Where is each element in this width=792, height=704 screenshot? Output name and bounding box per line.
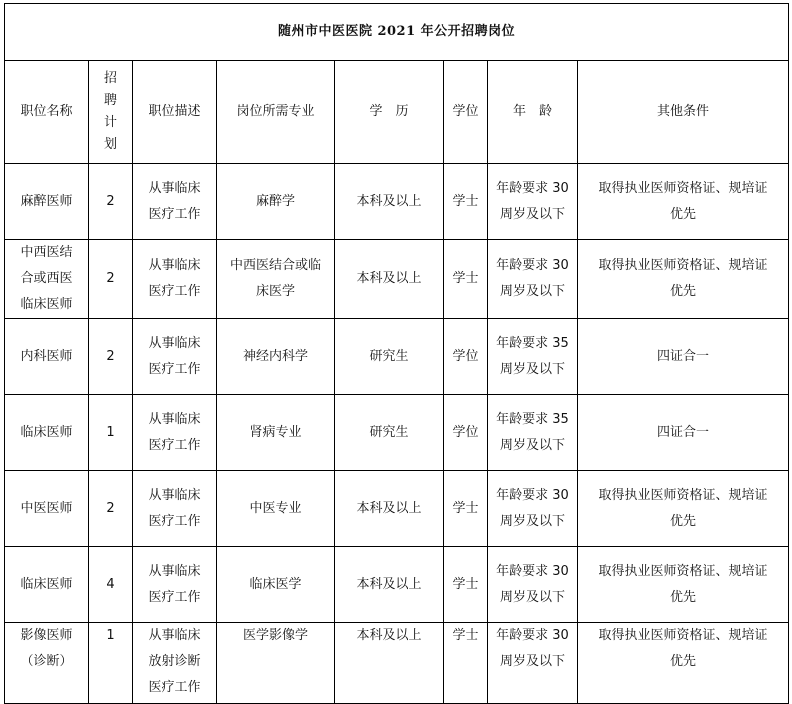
cell-desc-line: 从事临床 bbox=[148, 563, 201, 579]
cell-edu: 本科及以上 bbox=[335, 164, 444, 240]
cell-age-line: 周岁及以下 bbox=[499, 654, 565, 669]
cell-name-line: 内科医师 bbox=[20, 348, 73, 364]
header-desc: 职位描述 bbox=[133, 61, 217, 164]
cell-age bbox=[488, 471, 578, 547]
header-plan-char: 计 bbox=[103, 115, 117, 130]
header-major: 岗位所需专业 bbox=[217, 61, 335, 164]
cell-other-line: 取得执业医师资格证、规培证 bbox=[598, 258, 768, 273]
cell-age bbox=[488, 547, 578, 623]
cell-plan: 2 bbox=[89, 319, 133, 395]
cell-age bbox=[488, 623, 578, 704]
cell-desc-line: 医疗工作 bbox=[148, 513, 201, 529]
cell-name-line: 合或西医 bbox=[20, 271, 73, 286]
cell-plan: 2 bbox=[89, 164, 133, 240]
cell-plan: 1 bbox=[89, 395, 133, 471]
table-row bbox=[5, 623, 789, 704]
cell-other-line: 优先 bbox=[670, 284, 697, 299]
cell-other bbox=[578, 164, 789, 240]
header-other: 其他条件 bbox=[578, 61, 789, 164]
cell-name bbox=[5, 395, 89, 471]
header-age: 年 龄 bbox=[488, 61, 578, 164]
cell-edu: 本科及以上 bbox=[335, 623, 444, 704]
cell-other-line: 优先 bbox=[670, 513, 697, 529]
cell-name-line: 临床医师 bbox=[20, 424, 73, 440]
cell-desc bbox=[133, 471, 217, 547]
cell-edu: 研究生 bbox=[335, 319, 444, 395]
cell-degree: 学位 bbox=[444, 319, 488, 395]
cell-age bbox=[488, 240, 578, 319]
cell-degree: 学士 bbox=[444, 623, 488, 704]
header-edu: 学 历 bbox=[335, 61, 444, 164]
cell-desc bbox=[133, 319, 217, 395]
cell-other-line: 取得执业医师资格证、规培证 bbox=[598, 487, 768, 503]
header-degree: 学位 bbox=[444, 61, 488, 164]
header-plan-char: 聘 bbox=[103, 93, 117, 108]
cell-age-line: 年龄要求 30 bbox=[496, 563, 569, 579]
table-body bbox=[5, 164, 789, 704]
cell-other bbox=[578, 319, 789, 395]
cell-plan: 4 bbox=[89, 547, 133, 623]
cell-age-line: 年龄要求 35 bbox=[496, 335, 569, 351]
cell-age-line: 年龄要求 30 bbox=[496, 258, 569, 273]
table-row bbox=[5, 164, 789, 240]
cell-desc bbox=[133, 164, 217, 240]
cell-edu: 本科及以上 bbox=[335, 471, 444, 547]
cell-age-line: 周岁及以下 bbox=[499, 437, 565, 453]
cell-desc-line: 医疗工作 bbox=[148, 284, 201, 299]
cell-major-line: 麻醉学 bbox=[255, 193, 295, 209]
cell-name bbox=[5, 240, 89, 319]
cell-desc-line: 从事临床 bbox=[148, 335, 201, 351]
cell-desc-line: 从事临床 bbox=[148, 258, 201, 273]
cell-other-line: 四证合一 bbox=[657, 424, 710, 440]
cell-other bbox=[578, 547, 789, 623]
cell-major bbox=[217, 547, 335, 623]
cell-major bbox=[217, 395, 335, 471]
table-title: 随州市中医医院 2021 年公开招聘岗位 bbox=[5, 4, 789, 61]
cell-name-line: 中西医结 bbox=[20, 245, 73, 260]
cell-other-line: 取得执业医师资格证、规培证 bbox=[598, 563, 768, 579]
cell-desc bbox=[133, 547, 217, 623]
cell-age-line: 年龄要求 30 bbox=[496, 628, 569, 643]
cell-degree: 学士 bbox=[444, 547, 488, 623]
cell-name bbox=[5, 164, 89, 240]
cell-major-line: 医学影像学 bbox=[242, 628, 308, 643]
cell-desc bbox=[133, 240, 217, 319]
cell-name-line: 临床医师 bbox=[20, 576, 73, 592]
cell-plan: 2 bbox=[89, 240, 133, 319]
cell-major-line: 中医专业 bbox=[249, 500, 302, 516]
cell-desc-line: 放射诊断 bbox=[148, 654, 201, 669]
cell-degree: 学士 bbox=[444, 471, 488, 547]
cell-degree: 学位 bbox=[444, 395, 488, 471]
cell-major-line: 床医学 bbox=[255, 284, 295, 299]
cell-name-line: 影像医师 bbox=[20, 628, 73, 643]
cell-desc-line: 医疗工作 bbox=[148, 361, 201, 377]
cell-major bbox=[217, 319, 335, 395]
cell-other bbox=[578, 395, 789, 471]
cell-name-line: （诊断） bbox=[20, 654, 73, 669]
header-plan bbox=[89, 61, 133, 164]
table-row bbox=[5, 395, 789, 471]
header-name: 职位名称 bbox=[5, 61, 89, 164]
cell-other-line: 优先 bbox=[670, 589, 697, 605]
cell-age-line: 周岁及以下 bbox=[499, 361, 565, 377]
cell-age bbox=[488, 319, 578, 395]
cell-plan: 1 bbox=[89, 623, 133, 704]
cell-age bbox=[488, 164, 578, 240]
cell-major bbox=[217, 164, 335, 240]
cell-name bbox=[5, 547, 89, 623]
cell-major-line: 中西医结合或临 bbox=[229, 258, 321, 273]
cell-desc-line: 从事临床 bbox=[148, 628, 201, 643]
header-plan-char: 招 bbox=[103, 71, 117, 86]
header-plan-char: 划 bbox=[103, 137, 117, 152]
cell-age-line: 年龄要求 30 bbox=[496, 487, 569, 503]
cell-age-line: 周岁及以下 bbox=[499, 513, 565, 529]
cell-name-line: 临床医师 bbox=[20, 297, 73, 312]
cell-desc-line: 从事临床 bbox=[148, 180, 201, 196]
recruitment-table bbox=[4, 3, 789, 704]
table-row bbox=[5, 319, 789, 395]
cell-plan: 2 bbox=[89, 471, 133, 547]
cell-other-line: 取得执业医师资格证、规培证 bbox=[598, 180, 768, 196]
cell-name bbox=[5, 319, 89, 395]
cell-desc bbox=[133, 395, 217, 471]
cell-major bbox=[217, 623, 335, 704]
cell-major-line: 肾病专业 bbox=[249, 424, 302, 440]
cell-edu: 研究生 bbox=[335, 395, 444, 471]
header-row bbox=[5, 61, 789, 164]
cell-other bbox=[578, 240, 789, 319]
cell-other-line: 取得执业医师资格证、规培证 bbox=[598, 628, 768, 643]
table-row bbox=[5, 547, 789, 623]
cell-desc-line: 从事临床 bbox=[148, 411, 201, 427]
cell-other-line: 优先 bbox=[670, 206, 697, 222]
cell-age-line: 周岁及以下 bbox=[499, 206, 565, 222]
cell-name bbox=[5, 623, 89, 704]
cell-desc-line: 医疗工作 bbox=[148, 437, 201, 453]
cell-degree: 学士 bbox=[444, 240, 488, 319]
cell-major-line: 临床医学 bbox=[249, 576, 302, 592]
cell-desc bbox=[133, 623, 217, 704]
cell-desc-line: 医疗工作 bbox=[148, 589, 201, 605]
cell-major bbox=[217, 240, 335, 319]
table-row bbox=[5, 240, 789, 319]
cell-age-line: 年龄要求 30 bbox=[496, 180, 569, 196]
cell-age-line: 周岁及以下 bbox=[499, 589, 565, 605]
cell-desc-line: 医疗工作 bbox=[148, 680, 201, 695]
cell-age-line: 周岁及以下 bbox=[499, 284, 565, 299]
cell-other-line: 优先 bbox=[670, 654, 697, 669]
cell-name-line: 中医医师 bbox=[20, 500, 73, 516]
table-row bbox=[5, 471, 789, 547]
cell-age bbox=[488, 395, 578, 471]
cell-other bbox=[578, 623, 789, 704]
cell-major-line: 神经内科学 bbox=[242, 348, 308, 364]
cell-other-line: 四证合一 bbox=[657, 348, 710, 364]
cell-edu: 本科及以上 bbox=[335, 547, 444, 623]
cell-name-line: 麻醉医师 bbox=[20, 193, 73, 209]
cell-age-line: 年龄要求 35 bbox=[496, 411, 569, 427]
cell-desc-line: 医疗工作 bbox=[148, 206, 201, 222]
cell-edu: 本科及以上 bbox=[335, 240, 444, 319]
cell-degree: 学士 bbox=[444, 164, 488, 240]
cell-major bbox=[217, 471, 335, 547]
cell-other bbox=[578, 471, 789, 547]
cell-name bbox=[5, 471, 89, 547]
cell-desc-line: 从事临床 bbox=[148, 487, 201, 503]
